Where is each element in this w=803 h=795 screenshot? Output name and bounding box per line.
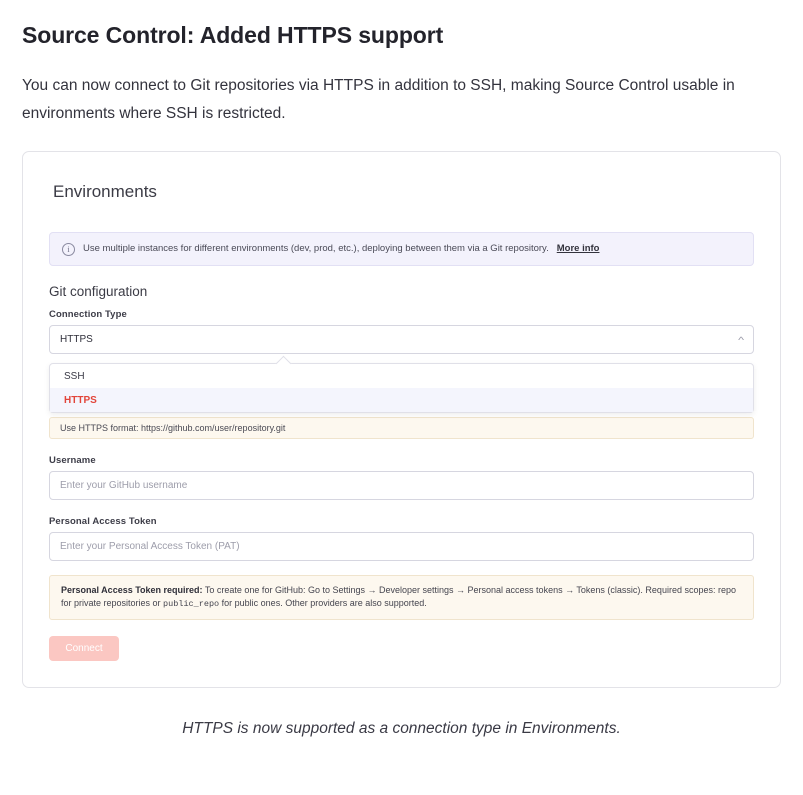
token-note [49, 575, 754, 620]
token-label: Personal Access Token [49, 516, 157, 527]
connection-type-value: HTTPS [60, 334, 93, 345]
page-title: Source Control: Added HTTPS support [22, 22, 444, 48]
connection-type-field [49, 309, 754, 354]
info-icon: i [62, 243, 75, 256]
info-banner-text: Use multiple instances for different environments (dev, prod, etc.), deploying between them via a Git repository. [83, 243, 549, 254]
token-field [49, 516, 754, 561]
chevron-up-icon: ^ [737, 334, 744, 345]
figure-caption: HTTPS is now supported as a connection type in Environments. [182, 720, 621, 737]
token-note-title: Personal Access Token required: [61, 585, 203, 595]
dropdown-option-ssh[interactable]: SSH [64, 370, 85, 382]
token-note-code: public_repo [163, 599, 220, 609]
article-paragraph: You can now connect to Git repositories via HTTPS in addition to SSH, making Source Control usable in environments where SSH is restricted. [22, 77, 735, 122]
username-placeholder: Enter your GitHub username [60, 480, 188, 491]
connect-button[interactable]: Connect [49, 636, 119, 661]
token-input[interactable] [49, 532, 754, 561]
screenshot-card [22, 151, 781, 688]
panel-title: Environments [53, 182, 157, 201]
username-label: Username [49, 455, 96, 466]
info-banner [49, 232, 754, 266]
more-info-link[interactable]: More info [556, 243, 600, 254]
dropdown-option-https[interactable]: HTTPS [50, 388, 753, 412]
article-page [0, 20, 803, 795]
username-field [49, 455, 754, 500]
connection-type-select[interactable] [49, 325, 754, 354]
connection-type-label: Connection Type [49, 309, 127, 320]
connection-type-dropdown[interactable] [49, 363, 754, 413]
username-input[interactable] [49, 471, 754, 500]
token-note-text-1: To create one for GitHub: Go to Settings → Developer settings → Personal access tokens → Tokens (classic). Required scopes: repo for private repositories or [61, 585, 736, 608]
token-placeholder: Enter your Personal Access Token (PAT) [60, 541, 240, 552]
git-configuration-heading: Git configuration [49, 284, 148, 299]
token-note-text-2: for public ones. Other providers are also supported. [219, 598, 427, 608]
https-format-hint: Use HTTPS format: https://github.com/user/repository.git [49, 417, 754, 439]
